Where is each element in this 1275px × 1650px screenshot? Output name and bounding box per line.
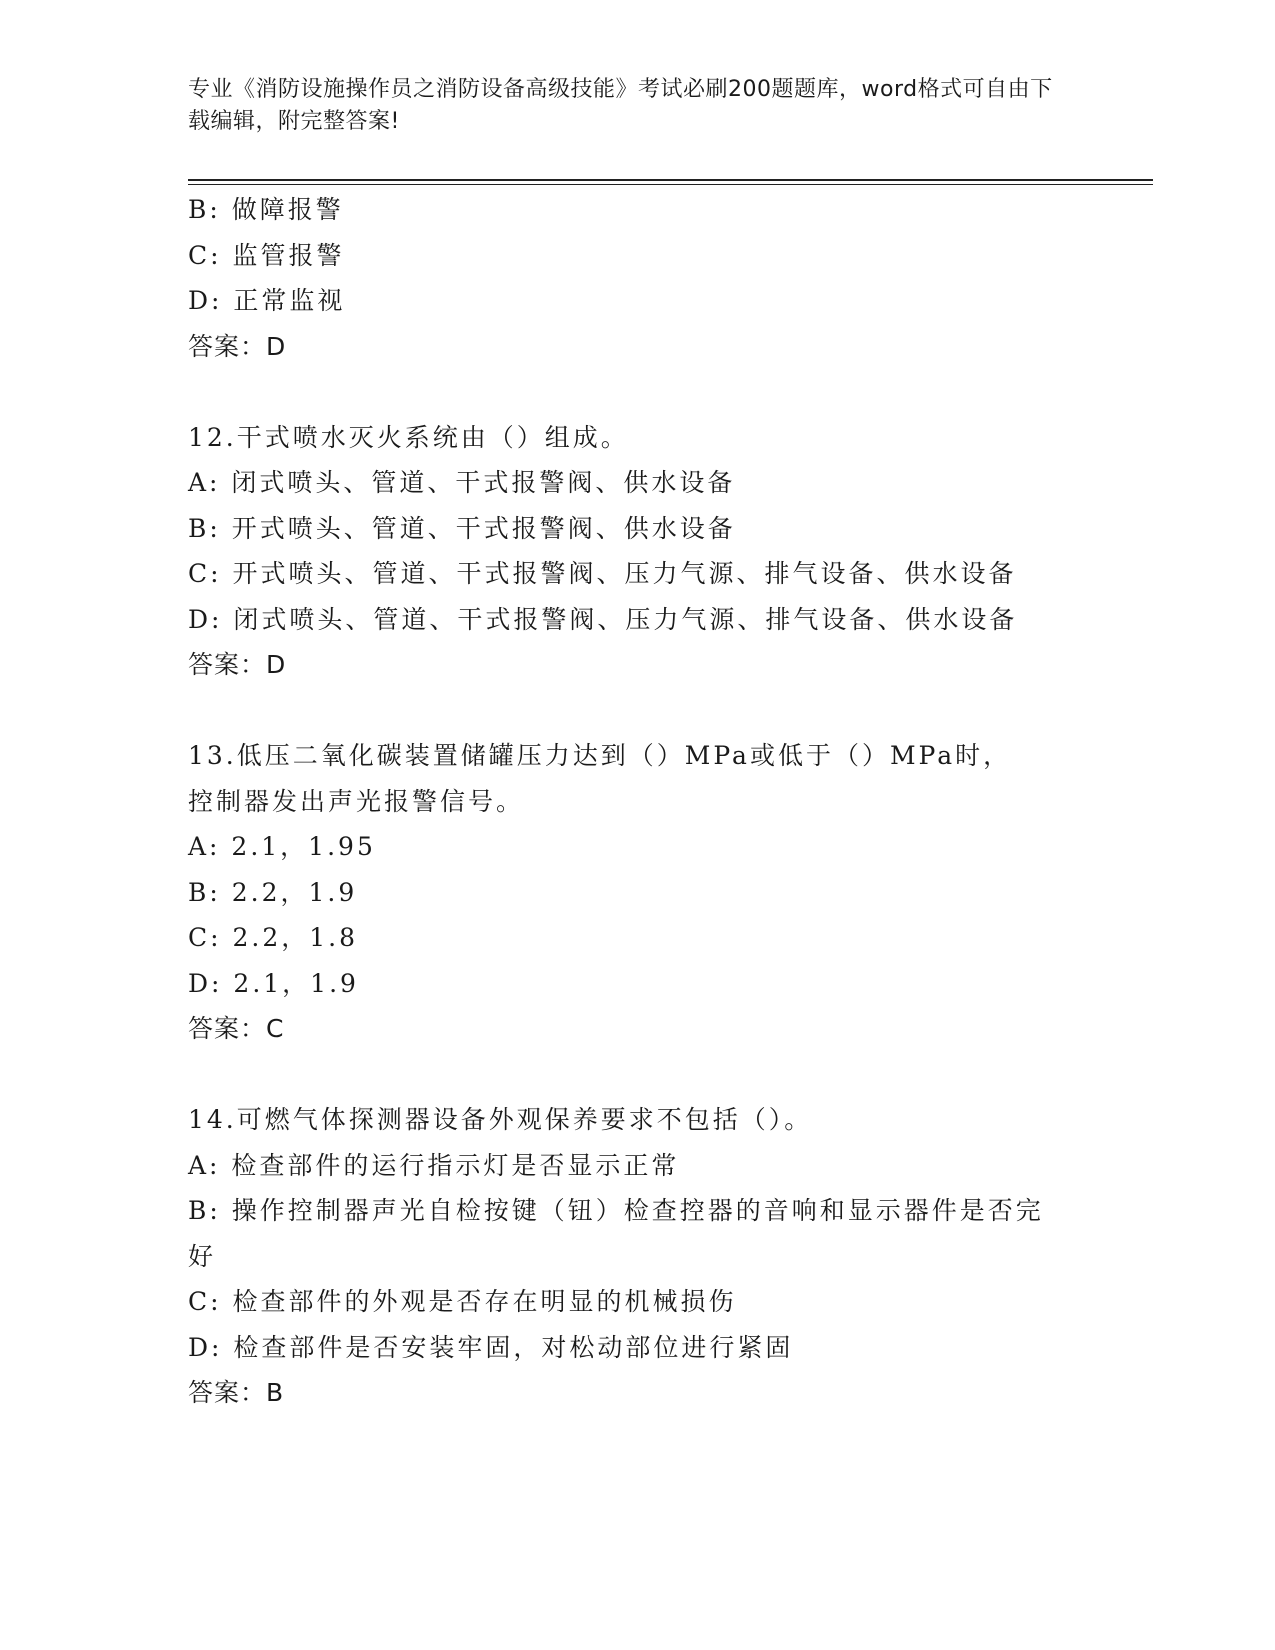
header-divider [188,179,1153,181]
option-d: D: 2.1，1.9 [188,968,359,998]
option-b: B: 2.2，1.9 [188,877,358,907]
option-d: D: 检查部件是否安装牢固，对松动部位进行紧固 [188,1332,794,1362]
option-c: C: 2.2，1.8 [188,923,359,952]
question-13 [188,733,1088,1052]
question-list [188,187,1088,1416]
header-divider-thin [188,184,1153,185]
document-title: 专业《消防设施操作员之消防设备高级技能》考试必刷200题题库，word格式可自由下载编辑，附完整答案! [188,77,1053,134]
option-a: A: 2.1，1.95 [188,832,376,861]
question-12 [188,415,1088,688]
option-a: A: 闭式喷头、管道、干式报警阀、供水设备 [188,468,736,497]
option-b: B: 开式喷头、管道、干式报警阀、供水设备 [188,513,736,543]
option-b: B: 操作控制器声光自检按键（钮）检查控器的音响和显示器件是否完好 [188,1196,1044,1271]
question-text: 13.低压二氧化碳装置储罐压力达到（）MPa或低于（）MPa时，控制器发出声光报警信号。 [188,741,1012,816]
option-b: B: 做障报警 [188,195,344,224]
option-c: C: 检查部件的外观是否存在明显的机械损伤 [188,1287,737,1316]
question-text: 12.干式喷水灭火系统由（）组成。 [188,422,629,452]
answer-line: 答案：D [188,331,287,361]
page-header [188,74,1068,138]
answer-line: 答案：D [188,650,287,679]
option-c: C: 监管报警 [188,240,345,270]
option-d: D: 正常监视 [188,286,346,315]
option-d: D: 闭式喷头、管道、干式报警阀、压力气源、排气设备、供水设备 [188,604,1018,634]
question-14 [188,1097,1088,1416]
question-text: 14.可燃气体探测器设备外观保养要求不包括（）。 [188,1105,813,1134]
answer-line: 答案：C [188,1014,285,1043]
option-a: A: 检查部件的运行指示灯是否显示正常 [188,1150,680,1180]
option-c: C: 开式喷头、管道、干式报警阀、压力气源、排气设备、供水设备 [188,559,1017,588]
answer-line: 答案：B [188,1378,285,1407]
continued-question [188,187,1088,369]
